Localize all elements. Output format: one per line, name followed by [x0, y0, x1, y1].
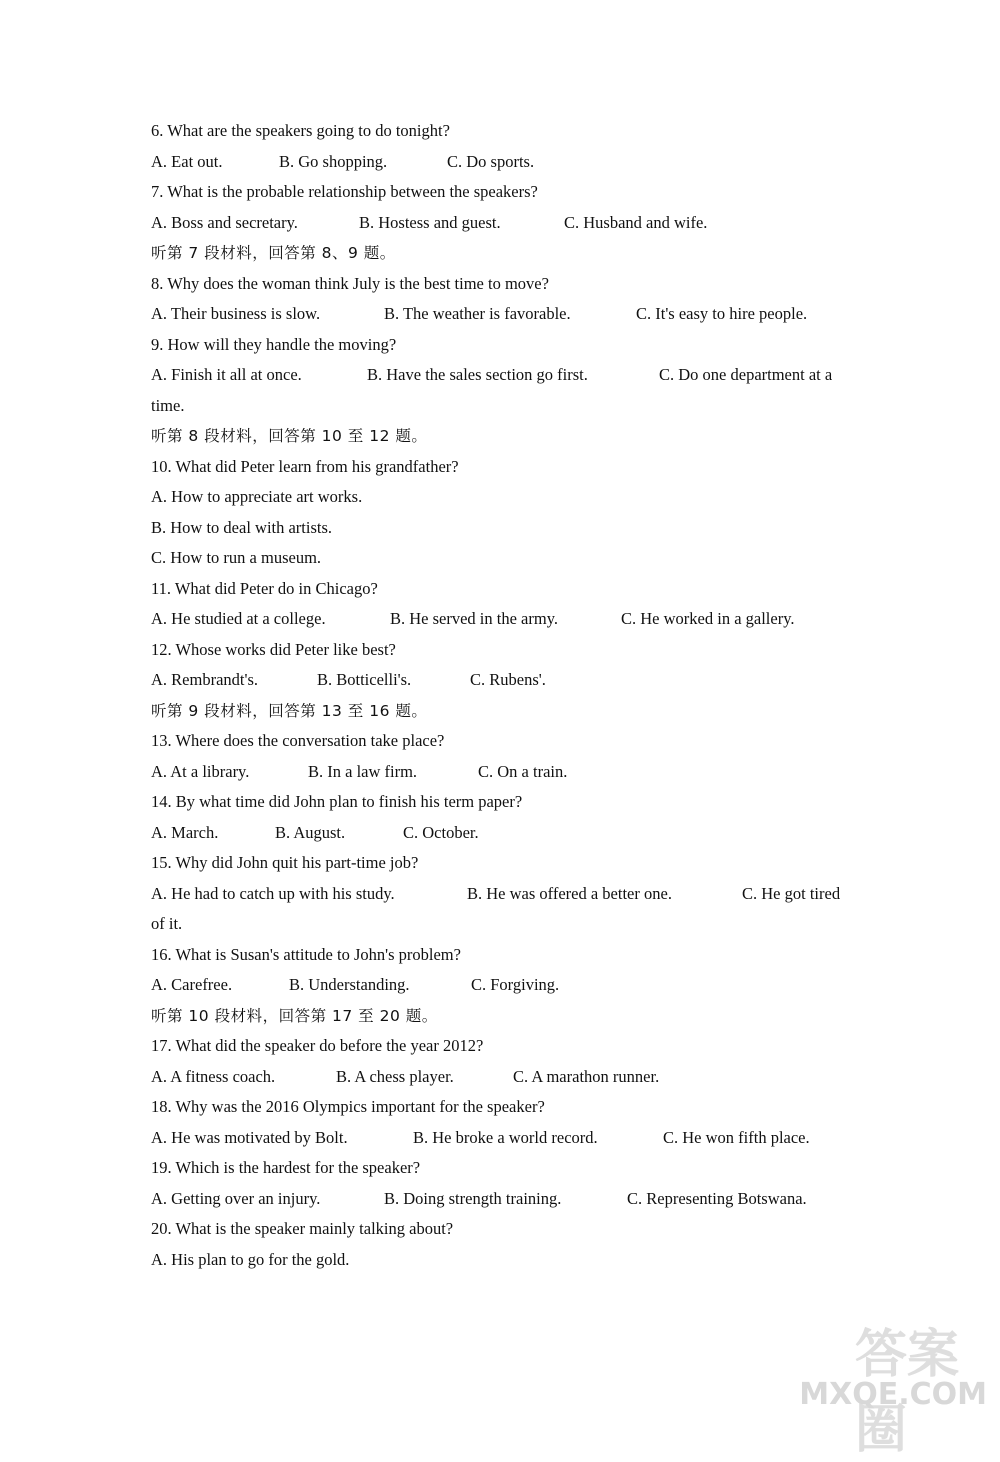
option-a: A. Boss and secretary.	[151, 212, 298, 232]
question-line: C. How to run a museum.	[151, 548, 322, 567]
section-instruction: 听第 10 段材料，回答第 17 至 20 题。	[151, 1006, 438, 1025]
section-instruction: 听第 9 段材料，回答第 13 至 16 题。	[151, 701, 428, 720]
question-line: 11. What did Peter do in Chicago?	[151, 578, 378, 598]
option-a: A. He was motivated by Bolt.	[151, 1127, 348, 1147]
option-a: A. Their business is slow.	[151, 304, 321, 323]
option-c: C. He worked in a gallery.	[621, 609, 795, 628]
option-b: B. He was offered a better one.	[467, 883, 672, 903]
question-line: A. How to appreciate art works.	[151, 487, 363, 506]
question-line: 20. What is the speaker mainly talking about?	[151, 1219, 454, 1238]
question-line: A. His plan to go for the gold.	[151, 1249, 350, 1269]
option-a: A. March.	[151, 822, 219, 842]
question-line: 12. Whose works did Peter like best?	[151, 639, 396, 659]
options-row	[151, 1123, 861, 1154]
question-line: 6. What are the speakers going to do tonight?	[151, 121, 450, 140]
question-line: 8. Why does the woman think July is the best time to move?	[151, 273, 549, 293]
question-line: of it.	[151, 914, 183, 933]
question-line: 10. What did Peter learn from his grandfather?	[151, 456, 459, 476]
question-line: 13. Where does the conversation take place?	[151, 731, 445, 750]
question-line: 9. How will they handle the moving?	[151, 334, 397, 354]
option-b: B. Have the sales section go first.	[367, 365, 588, 384]
watermark-text: MXQE.COM	[799, 1377, 987, 1412]
option-a: A. Getting over an injury.	[151, 1188, 321, 1208]
option-a: A. He studied at a college.	[151, 609, 326, 628]
options-row	[151, 1062, 861, 1093]
question-line: 15. Why did John quit his part-time job?	[151, 853, 419, 872]
option-b: B. He served in the army.	[390, 609, 559, 628]
question-line: 17. What did the speaker do before the year 2012?	[151, 1036, 484, 1055]
question-line: 14. By what time did John plan to finish his term paper?	[151, 792, 523, 811]
options-row	[151, 1184, 861, 1215]
option-c: C. A marathon runner.	[513, 1066, 660, 1086]
watermark	[799, 1312, 995, 1460]
option-a: A. Rembrandt's.	[151, 670, 259, 689]
option-b: B. Understanding.	[289, 975, 410, 994]
option-c: C. On a train.	[478, 761, 568, 781]
option-b: B. A chess player.	[336, 1066, 454, 1086]
option-a: A. Finish it all at once.	[151, 365, 302, 384]
option-b: B. Hostess and guest.	[359, 212, 501, 232]
question-line: 18. Why was the 2016 Olympics important for the speaker?	[151, 1097, 545, 1116]
options-row	[151, 604, 861, 635]
option-c: C. He won fifth place.	[663, 1127, 810, 1147]
options-row	[151, 757, 861, 788]
option-c: C. Husband and wife.	[564, 212, 708, 232]
option-c: C. It's easy to hire people.	[636, 304, 808, 323]
options-row	[151, 208, 861, 239]
option-c: C. Do sports.	[447, 151, 535, 171]
options-row	[151, 970, 861, 1001]
options-row	[151, 147, 861, 178]
option-a: A. Eat out.	[151, 151, 223, 171]
option-c: C. Forgiving.	[471, 975, 560, 994]
option-b: B. The weather is favorable.	[384, 304, 571, 323]
option-a: A. A fitness coach.	[151, 1066, 276, 1086]
option-c: C. Do one department at a	[659, 365, 833, 384]
options-row	[151, 665, 861, 696]
question-line: B. How to deal with artists.	[151, 517, 333, 537]
watermark-logo: 答案圈	[855, 1325, 960, 1460]
question-line: 16. What is Susan's attitude to John's problem?	[151, 944, 461, 964]
option-c: C. Representing Botswana.	[627, 1188, 807, 1208]
options-row	[151, 879, 861, 910]
question-line: time.	[151, 395, 185, 415]
option-b: B. August.	[275, 822, 346, 842]
option-a: A. At a library.	[151, 761, 250, 781]
option-a: A. He had to catch up with his study.	[151, 883, 395, 903]
option-b: B. Doing strength training.	[384, 1188, 562, 1208]
option-a: A. Carefree.	[151, 975, 233, 994]
options-row	[151, 818, 861, 849]
option-c: C. Rubens'.	[470, 670, 546, 689]
option-b: B. In a law firm.	[308, 761, 418, 781]
document-body	[151, 116, 861, 1275]
option-b: B. Go shopping.	[279, 151, 388, 171]
section-instruction: 听第 7 段材料，回答第 8、9 题。	[151, 244, 396, 262]
section-instruction: 听第 8 段材料，回答第 10 至 12 题。	[151, 427, 428, 445]
option-b: B. Botticelli's.	[317, 670, 412, 689]
question-line: 7. What is the probable relationship between the speakers?	[151, 182, 538, 201]
question-line: 19. Which is the hardest for the speaker?	[151, 1158, 421, 1177]
option-c: C. He got tired	[742, 883, 841, 903]
option-b: B. He broke a world record.	[413, 1127, 598, 1147]
options-row	[151, 299, 861, 330]
option-c: C. October.	[403, 822, 479, 842]
options-row	[151, 360, 861, 391]
